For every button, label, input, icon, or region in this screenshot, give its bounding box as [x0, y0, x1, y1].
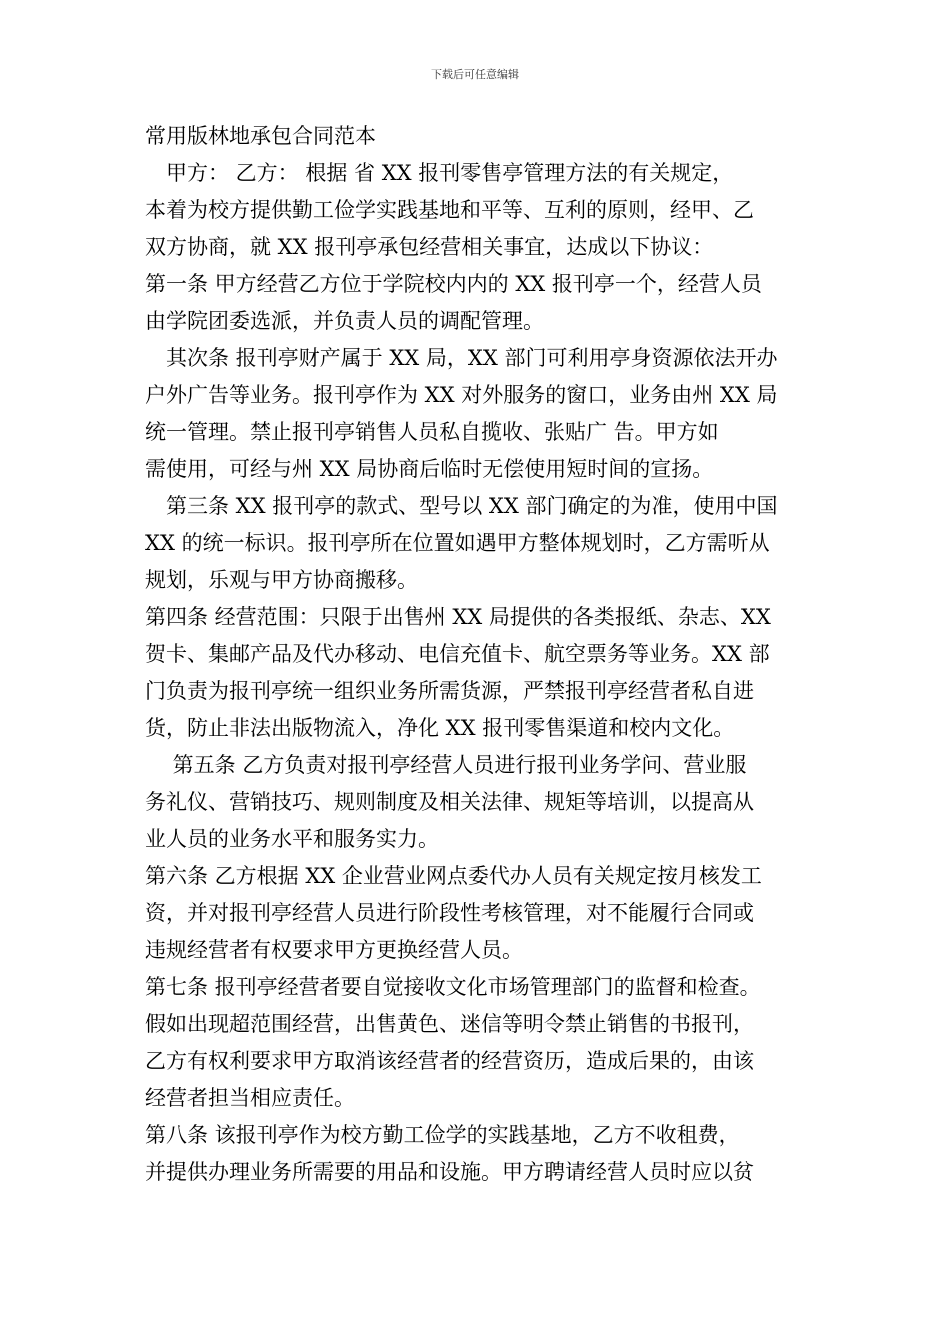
body-line: 户外广告等业务。报刊亭作为 XX 对外服务的窗口，业务由州 XX 局 [145, 383, 778, 407]
body-line: 本着为校方提供勤工俭学实践基地和平等、互利的原则，经甲、乙 [145, 198, 754, 222]
document-body [145, 155, 825, 1191]
body-line: 第五条 乙方负责对报刊亭经营人员进行报刊业务学问、营业服 [145, 753, 747, 777]
body-line: 第三条 XX 报刊亭的款式、型号以 XX 部门确定的为准，使用中国 [145, 494, 778, 518]
body-line: 第一条 甲方经营乙方位于学院校内内的 XX 报刊亭一个，经营人员 [145, 272, 762, 296]
body-line: 门负责为报刊亭统一组织业务所需货源，严禁报刊亭经营者私自进 [145, 679, 754, 703]
body-line: 务礼仪、营销技巧、规则制度及相关法律、规矩等培训，以提高从 [145, 790, 754, 814]
body-line: 乙方有权利要求甲方取消该经营者的经营资历，造成后果的，由该 [145, 1049, 754, 1073]
body-line: 需使用，可经与州 XX 局协商后临时无偿使用短时间的宣扬。 [145, 457, 714, 481]
body-line: XX 的统一标识。报刊亭所在位置如遇甲方整体规划时，乙方需听从 [145, 531, 770, 555]
header-note: 下载后可任意编辑 [431, 68, 519, 81]
body-line: 规划，乐观与甲方协商搬移。 [145, 568, 418, 592]
body-line: 业人员的业务水平和服务实力。 [145, 827, 439, 851]
body-line: 经营者担当相应责任。 [145, 1086, 355, 1110]
body-line: 违规经营者有权要求甲方更换经营人员。 [145, 938, 523, 962]
body-line: 假如出现超范围经营，出售黄色、迷信等明令禁止销售的书报刊， [145, 1012, 754, 1036]
body-line: 统一管理。禁止报刊亭销售人员私自揽收、张贴广 告。甲方如 [145, 420, 719, 444]
body-line: 第四条 经营范围：只限于出售州 XX 局提供的各类报纸、杂志、XX [145, 605, 771, 629]
body-line: 第八条 该报刊亭作为校方勤工俭学的实践基地，乙方不收租费， [145, 1123, 740, 1147]
body-line: 由学院团委选派，并负责人员的调配管理。 [145, 309, 544, 333]
body-line: 货，防止非法出版物流入，净化 XX 报刊零售渠道和校内文化。 [145, 716, 735, 740]
body-line: 甲方： 乙方： 根据 省 XX 报刊零售亭管理方法的有关规定， [145, 161, 734, 185]
body-line: 资，并对报刊亭经营人员进行阶段性考核管理，对不能履行合同或 [145, 901, 754, 925]
body-line: 并提供办理业务所需要的用品和设施。甲方聘请经营人员时应以贫 [145, 1160, 754, 1184]
body-line: 贺卡、集邮产品及代办移动、电信充值卡、航空票务等业务。XX 部 [145, 642, 770, 666]
body-line: 双方协商，就 XX 报刊亭承包经营相关事宜，达成以下协议： [145, 235, 714, 259]
body-line: 其次条 报刊亭财产属于 XX 局，XX 部门可利用亭身资源依法开办 [145, 346, 778, 370]
document-title: 常用版林地承包合同范本 [145, 124, 376, 148]
body-line: 第六条 乙方根据 XX 企业营业网点委代办人员有关规定按月核发工 [145, 864, 762, 888]
body-line: 第七条 报刊亭经营者要自觉接收文化市场管理部门的监督和检查。 [145, 975, 761, 999]
